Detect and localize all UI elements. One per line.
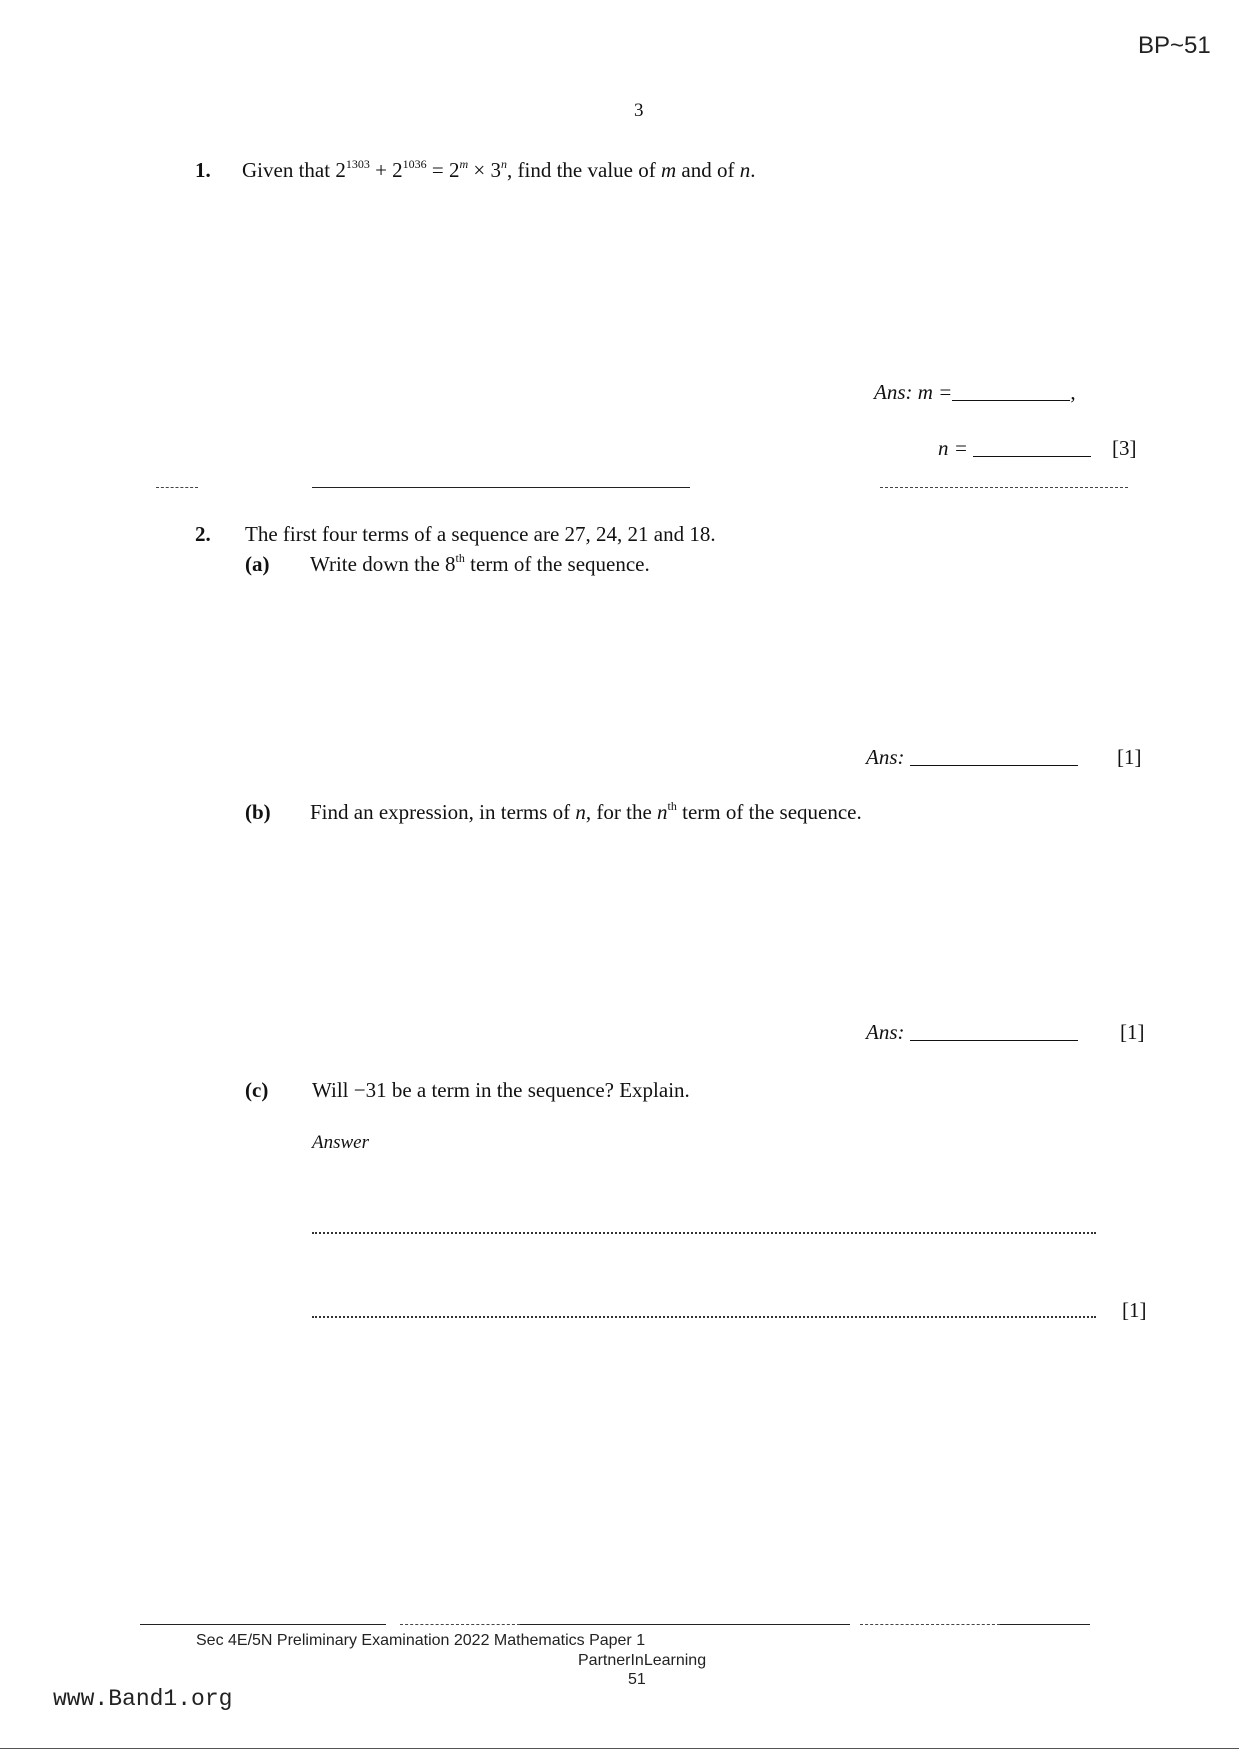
q2c-answer-label: Answer [312,1132,369,1153]
q1-and-of: and of [676,158,740,182]
q1-exp4: n [501,157,508,171]
q1-ans-n-label: n = [938,436,968,460]
q1-base4: 3 [490,158,502,182]
q2b-text-pre: Find an expression, in terms of [310,800,576,824]
footer-rule-right-dash [860,1624,1000,1625]
footer-exam-title: Sec 4E/5N Preliminary Examination 2022 Mathematics Paper 1 [196,1632,646,1649]
q1-ans-m-label: m = [917,380,953,404]
q2b-ans-line[interactable] [910,1022,1078,1041]
q1-ans-n-line[interactable] [973,438,1091,457]
q1-base2: 2 [392,158,403,182]
page-code: BP~51 [1138,32,1211,59]
q1-prefix: Given that [242,158,336,182]
q2b-text-post: term of the sequence. [676,800,862,824]
q2a-marks: [1] [1117,745,1142,769]
footer-rule-mid [520,1624,850,1625]
q1-exp2: 1036 [402,157,427,171]
separator-left-dash [156,487,198,488]
q2a-sup: th [455,551,465,565]
separator-right-dash [880,487,1128,488]
q1-ans-m-line[interactable] [952,382,1070,401]
q1-suffix: , find the value of [507,158,661,182]
q2a-text-pre: Write down the 8 [310,552,456,576]
q1-ans-comma: , [1070,380,1076,404]
q2b-var-n: n [575,800,586,824]
q2-number: 2. [195,522,211,546]
page-number: 3 [634,100,644,121]
q1-end: . [750,158,756,182]
footer-page-num: 51 [628,1671,646,1688]
q2-stem: The first four terms of a sequence are 27, 24, 21 and 18. [245,522,716,546]
q2b-sup: th [667,799,677,813]
q2c-label: (c) [245,1078,269,1102]
q2b-answer [866,1020,1078,1045]
q1-text [242,158,755,183]
q2b-marks: [1] [1120,1020,1145,1044]
q2b-var-n2: n [657,800,668,824]
q2a-answer [866,745,1078,770]
q1-times: × [468,158,491,182]
q1-plus: + [369,158,393,182]
q2a-ans-line[interactable] [910,747,1078,766]
q1-exp1: 1303 [345,157,370,171]
q1-number: 1. [195,158,211,182]
q2b-label: (b) [245,800,271,824]
footer-org: PartnerInLearning [578,1652,707,1669]
bottom-edge-rule [0,1748,1239,1749]
q2b-text [310,800,862,825]
q1-ans-label: Ans: [874,380,913,404]
q2c-answer-line-2[interactable] [312,1316,1096,1318]
q2c-text: Will −31 be a term in the sequence? Explain. [312,1078,690,1102]
q2a-ans-label: Ans: [866,745,905,769]
q1-var-m: m [660,158,677,182]
q2a-text-post: term of the sequence. [464,552,650,576]
q1-answer-n [938,436,1091,461]
q1-equals: = [426,158,449,182]
footer-rule-right [1000,1624,1090,1625]
q2b-ans-label: Ans: [866,1020,905,1044]
separator-line [312,487,690,488]
footer-website[interactable]: www.Band1.org [53,1686,233,1712]
footer-rule-left [140,1624,386,1625]
q2a-label: (a) [245,552,270,576]
q2c-marks: [1] [1122,1298,1147,1322]
q1-base1: 2 [335,158,346,182]
q1-answer-m [874,380,1076,405]
q1-marks: [3] [1112,436,1137,460]
q1-exp3: m [459,157,469,171]
q2b-text-mid: , for the [585,800,658,824]
q2c-answer-line-1[interactable] [312,1232,1096,1234]
q1-base3: 2 [449,158,460,182]
q1-var-n: n [739,158,751,182]
q2a-text [310,552,650,577]
footer-rule-mid-dash [400,1624,520,1625]
